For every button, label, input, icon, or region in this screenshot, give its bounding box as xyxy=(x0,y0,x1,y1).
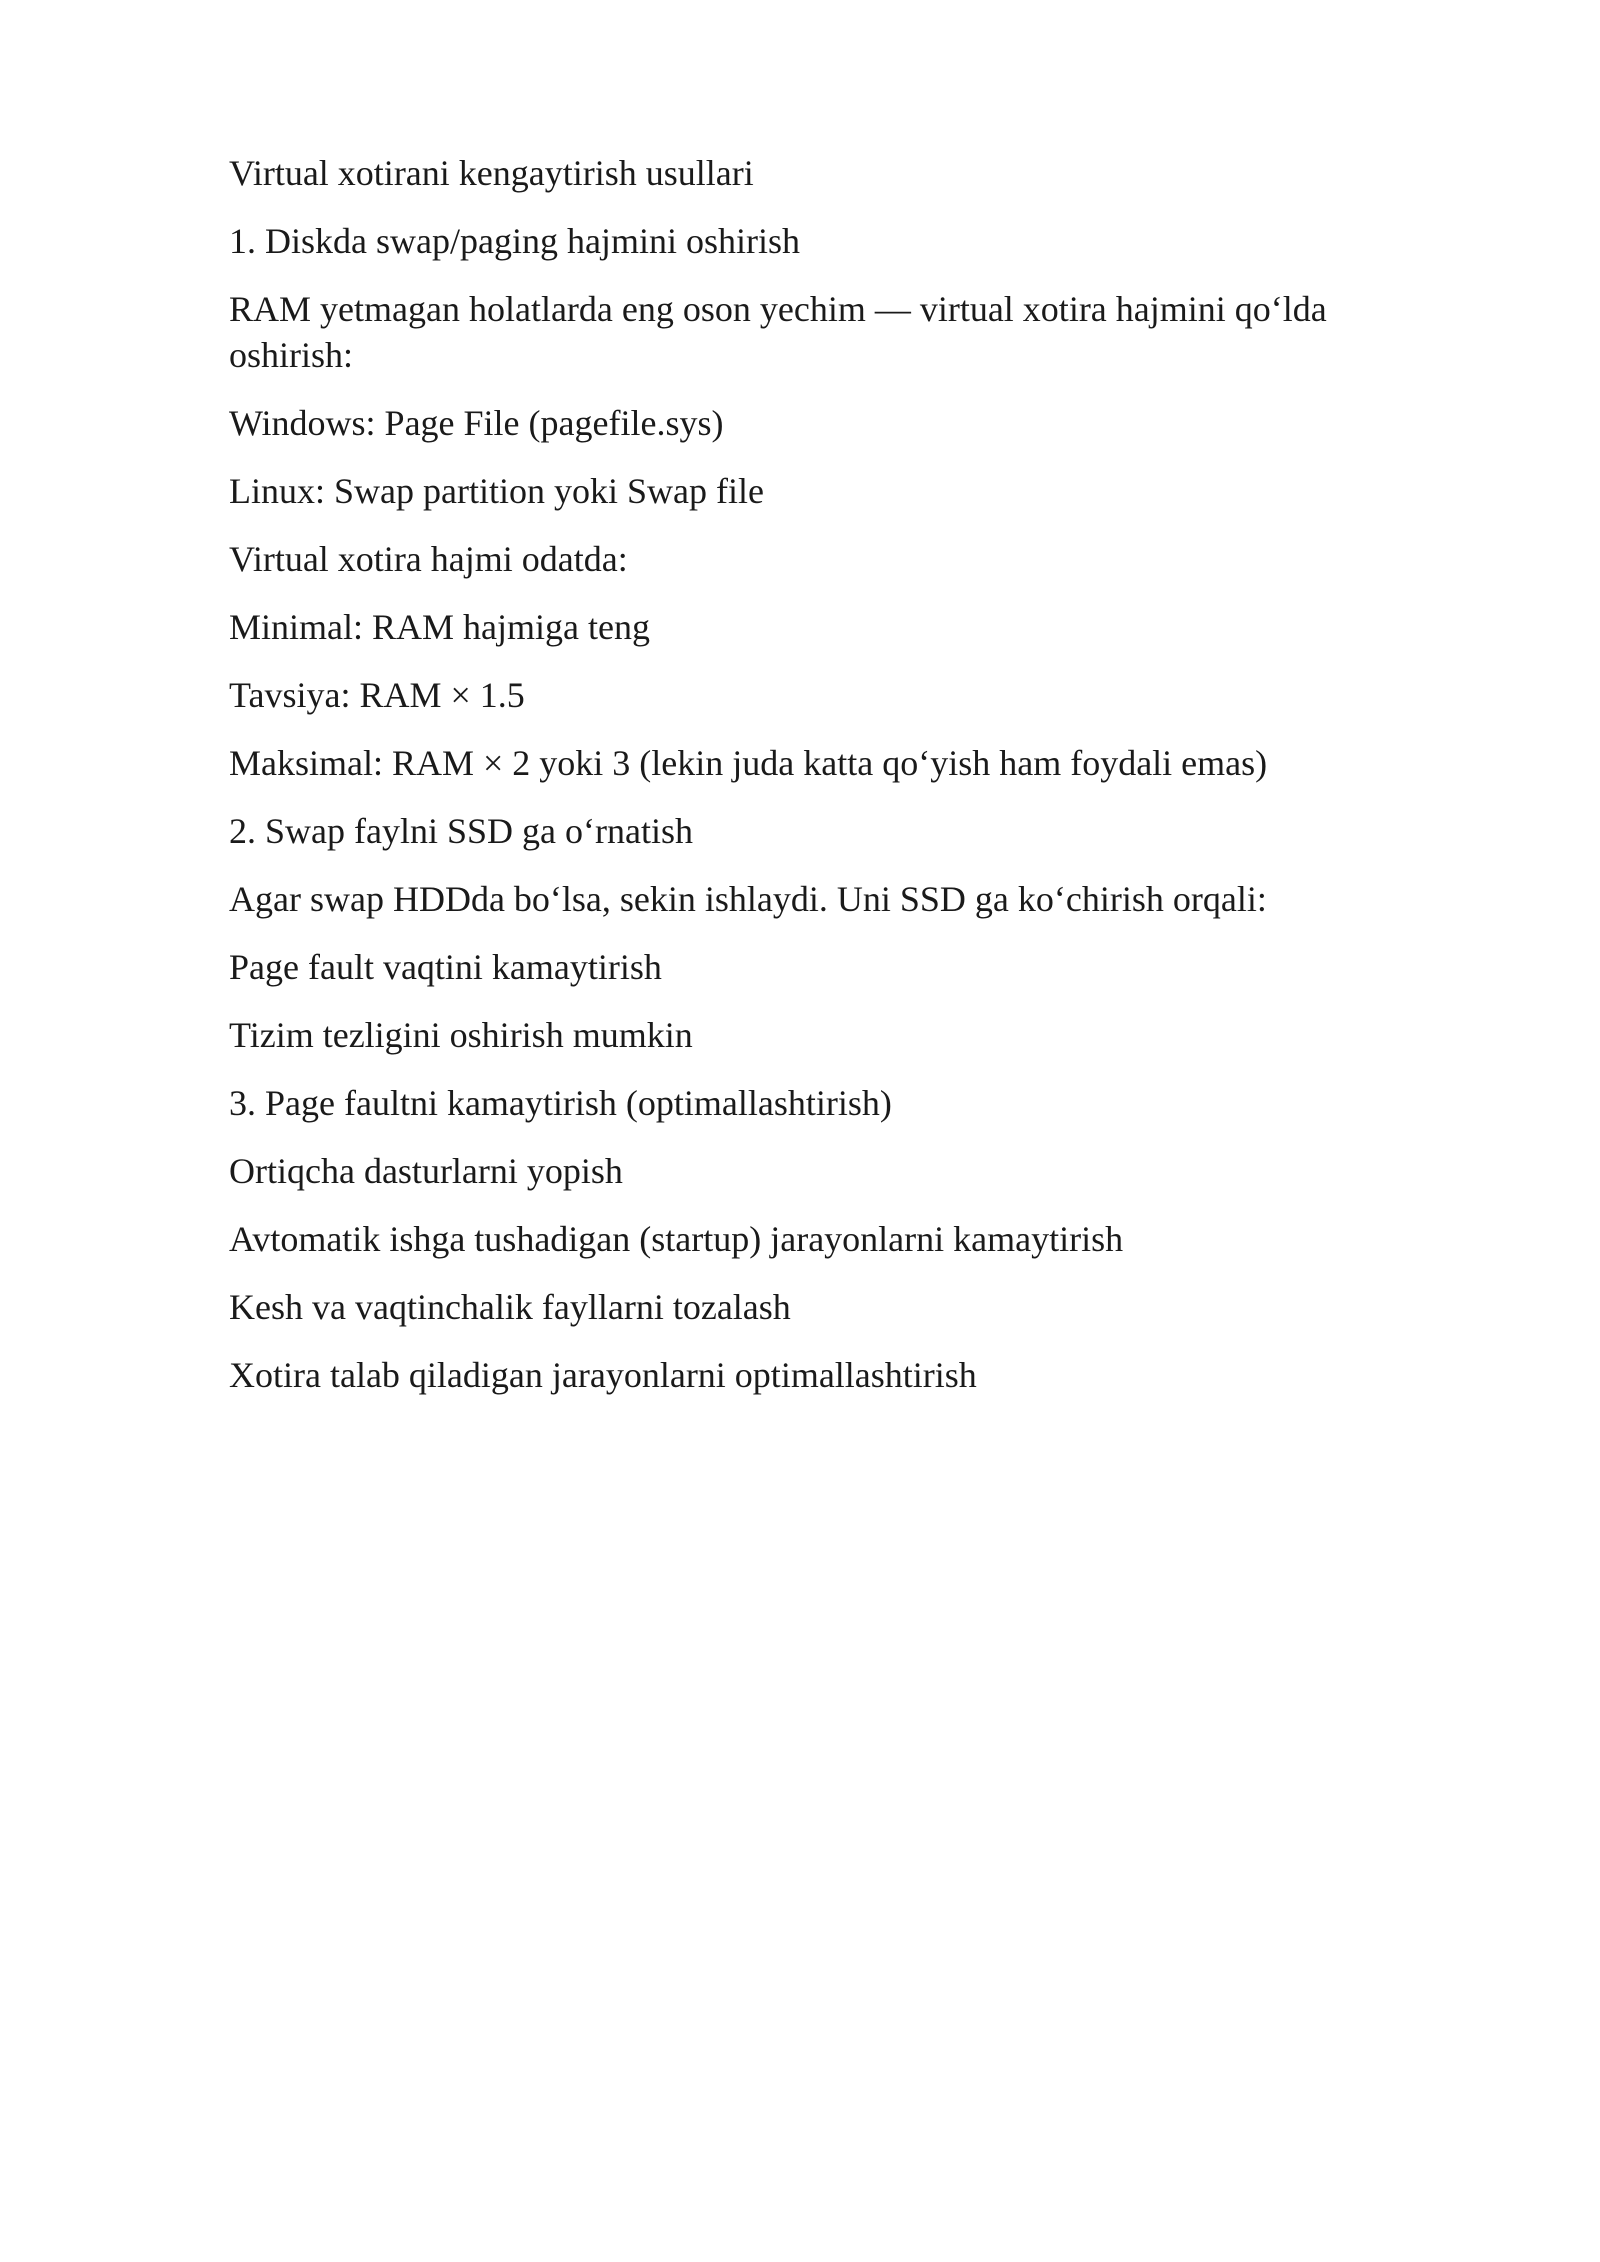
section-heading-1: 1. Diskda swap/paging hajmini oshirish xyxy=(229,221,800,261)
list-item: Ortiqcha dasturlarni yopish xyxy=(229,1151,623,1191)
list-item: Page fault vaqtini kamaytirish xyxy=(229,947,662,987)
section-heading-2: 2. Swap faylni SSD ga o‘rnatish xyxy=(229,811,693,851)
section-heading-3: 3. Page faultni kamaytirish (optimallashtirish) xyxy=(229,1083,892,1123)
list-item: Windows: Page File (pagefile.sys) xyxy=(229,403,724,443)
list-item: Xotira talab qiladigan jarayonlarni optimallashtirish xyxy=(229,1355,977,1395)
list-item: Kesh va vaqtinchalik fayllarni tozalash xyxy=(229,1287,791,1327)
paragraph: Agar swap HDDda bo‘lsa, sekin ishlaydi. Uni SSD ga ko‘chirish orqali: xyxy=(229,879,1267,919)
document-body xyxy=(229,150,1409,1420)
paragraph: Virtual xotira hajmi odatda: xyxy=(229,539,628,579)
list-item: Maksimal: RAM × 2 yoki 3 (lekin juda katta qo‘yish ham foydali emas) xyxy=(229,743,1268,783)
list-item: Linux: Swap partition yoki Swap file xyxy=(229,471,764,511)
list-item: Minimal: RAM hajmiga teng xyxy=(229,607,650,647)
document-heading: Virtual xotirani kengaytirish usullari xyxy=(229,153,754,193)
list-item: Avtomatik ishga tushadigan (startup) jarayonlarni kamaytirish xyxy=(229,1219,1124,1259)
list-item: Tizim tezligini oshirish mumkin xyxy=(229,1015,693,1055)
paragraph: RAM yetmagan holatlarda eng oson yechim — virtual xotira hajmini qo‘lda oshirish: xyxy=(229,289,1327,375)
list-item: Tavsiya: RAM × 1.5 xyxy=(229,675,525,715)
